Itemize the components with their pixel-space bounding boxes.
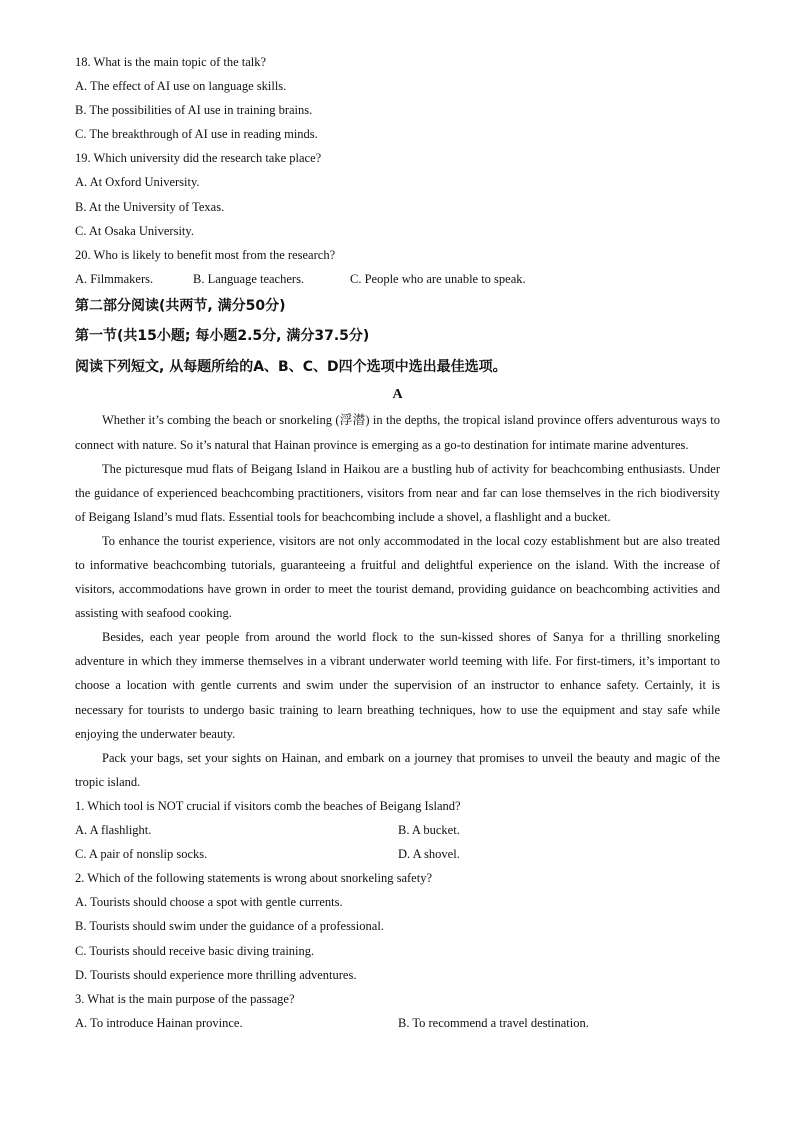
option-19-b: B. At the University of Texas. [75, 199, 225, 214]
question-19: 19. Which university did the research take place? [75, 151, 322, 166]
paragraph-4: Besides, each year people from around the world flock to the sun-kissed shores of Sanya for a thrilling snorkeling adventure in which they immerse themselves in a vibrant underwater world teeming with life. For first-timers, it’s important to choose a location with gentle currents and swim under the supervision of an instructor to enhance safety. Certainly, it is necessary for tourists to undergo basic training to learn breathing techniques, how to use the equipment and stay safe while enjoying the underwater beauty. [75, 630, 720, 741]
option-2-b: B. Tourists should swim under the guidance of a professional. [75, 919, 384, 934]
option-1-a: A. A flashlight. [75, 823, 152, 838]
paragraph-5: Pack your bags, set your sights on Hainan, and embark on a journey that promises to unveil the beauty and magic of the tropic island. [75, 750, 720, 789]
options-3-ab [75, 1011, 720, 1035]
question-1: 1. Which tool is NOT crucial if visitors comb the beaches of Beigang Island? [75, 798, 461, 813]
question-2: 2. Which of the following statements is wrong about snorkeling safety? [75, 871, 432, 886]
option-2-d: D. Tourists should experience more thrilling adventures. [75, 967, 357, 982]
option-20-a: A. Filmmakers. [75, 271, 154, 286]
option-20-c: C. People who are unable to speak. [350, 271, 526, 286]
options-1-ab [75, 818, 720, 842]
option-1-b: B. A bucket. [398, 823, 460, 838]
option-2-c: C. Tourists should receive basic diving training. [75, 943, 315, 958]
option-18-c: C. The breakthrough of AI use in reading minds. [75, 127, 318, 142]
part-heading: 第二部分阅读(共两节, 满分50分) [75, 297, 286, 314]
passage-label: A [392, 387, 403, 403]
option-19-a: A. At Oxford University. [75, 175, 200, 190]
options-1-cd [75, 842, 720, 866]
option-2-a: A. Tourists should choose a spot with gentle currents. [75, 895, 343, 910]
document-page [75, 50, 720, 1035]
instruction: 阅读下列短文, 从每题所给的A、B、C、D四个选项中选出最佳选项。 [75, 358, 507, 375]
question-3: 3. What is the main purpose of the passage? [75, 991, 295, 1006]
option-1-d: D. A shovel. [398, 847, 460, 862]
option-18-b: B. The possibilities of AI use in training brains. [75, 103, 313, 118]
option-20-b: B. Language teachers. [193, 271, 305, 286]
option-3-a: A. To introduce Hainan province. [75, 1015, 243, 1030]
paragraph-3: To enhance the tourist experience, visitors are not only accommodated in the local cozy establishment but are also treated to informative beachcombing tutorials, guaranteeing a fruitful and delightful experience on the island. With the increase of visitors, accommodations have grown in order to meet the tourist demand, providing guidance on beachcombing activities and assisting with seafood cooking. [75, 533, 720, 621]
option-1-c: C. A pair of nonslip socks. [75, 847, 208, 862]
question-18: 18. What is the main topic of the talk? [75, 55, 267, 69]
option-3-b: B. To recommend a travel destination. [398, 1015, 589, 1030]
option-19-c: C. At Osaka University. [75, 223, 194, 238]
option-18-a: A. The effect of AI use on language skills. [75, 79, 287, 94]
question-20: 20. Who is likely to benefit most from the research? [75, 247, 336, 262]
section-heading: 第一节(共15小题; 每小题2.5分, 满分37.5分) [75, 328, 370, 345]
paragraph-1: Whether it’s combing the beach or snorkeling (浮潜) in the depths, the tropical island province offers adventurous ways to connect with nature. So it’s natural that Hainan province is emerging as a go-to destination for intimate marine adventures. [75, 413, 720, 452]
paragraph-2: The picturesque mud flats of Beigang Island in Haikou are a bustling hub of activity for beachcombing enthusiasts. Under the guidance of experienced beachcombing practitioners, visitors from near and far can lose themselves in the rich biodiversity of Beigang Island’s mud flats. Essential tools for beachcombing include a shovel, a flashlight and a bucket. [75, 461, 720, 524]
options-20 [75, 267, 720, 291]
